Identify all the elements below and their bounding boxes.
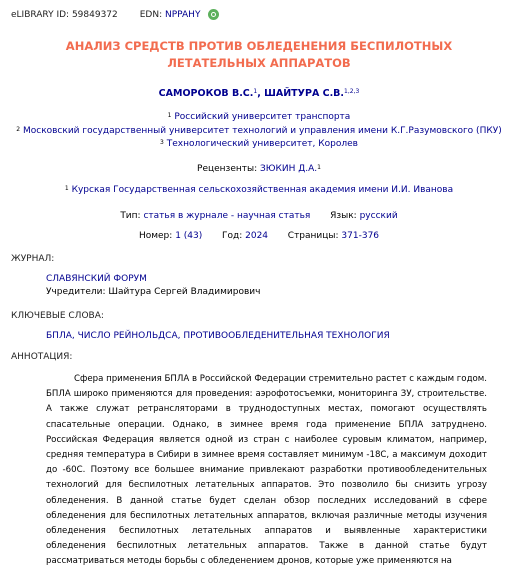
year-label: Год: [222,231,243,241]
founders-value: Шайтура Сергей Владимирович [108,287,261,297]
reviewer-affiliation [0,185,518,195]
affiliation-3-link[interactable]: Технологический университет, Королев [166,139,358,149]
aff-1-num: 1 [167,112,172,119]
meta-type-lang [0,211,518,221]
open-access-icon [208,9,219,20]
journal-founders [46,287,260,297]
elibrary-id: eLIBRARY ID: 59849372 [11,9,118,20]
pages-value: 371-376 [341,231,380,241]
year-value: 2024 [245,231,269,241]
reviewers [0,164,518,174]
lang-value: русский [359,211,398,221]
reviewers-label: Рецензенты: [197,164,258,174]
reviewer-link[interactable]: ЗЮКИН Д.А. [260,164,318,174]
issue-number-link[interactable]: 1 (43) [175,231,203,241]
affiliation-1 [0,112,518,122]
author-link-1[interactable]: САМОРОКОВ В.С. [158,88,254,99]
affiliation-2-link[interactable]: Московский государственный университет технологий и управления имени К.Г.Разумовского (ПКУ) [22,126,502,136]
reviewer-affiliation-link[interactable]: Курская Государственная сельскохозяйственная академия имени И.И. Иванова [71,185,454,195]
header-bar [11,9,219,20]
type-label: Тип: [120,211,141,221]
reviewer-sup: 1 [317,164,321,171]
rev-aff-num: 1 [64,185,69,192]
aff-2-num: 2 [16,126,21,133]
meta-number-year-pages [0,231,518,241]
keywords-section-label: КЛЮЧЕВЫЕ СЛОВА: [11,311,104,321]
founders-label: Учредители: [46,287,106,297]
pages-label: Страницы: [287,231,339,241]
affiliation-2 [0,126,518,136]
annotation-section-label: АННОТАЦИЯ: [11,352,73,362]
type-value: статья в журнале - научная статья [143,211,311,221]
keywords-link[interactable]: БПЛА, ЧИСЛО РЕЙНОЛЬДСА, ПРОТИВООБЛЕДЕНИТЕЛЬНАЯ ТЕХНОЛОГИЯ [46,331,390,341]
author-2-sup: 1,2,3 [344,88,360,95]
affiliation-3 [0,139,518,149]
journal-section-label: ЖУРНАЛ: [11,254,55,264]
authors: САМОРОКОВ В.С.$^1$, ШАЙТУРА С.В.$^{1,2,3}$ [158,88,360,99]
author-link-2[interactable]: ШАЙТУРА С.В. [264,88,345,99]
affiliation-1-link[interactable]: Российский университет транспорта [174,112,351,122]
edn-label: EDN: [139,9,163,20]
journal-link[interactable]: СЛАВЯНСКИЙ ФОРУМ [46,274,147,284]
number-label: Номер: [138,231,173,241]
author-1-sup: 1 [253,88,258,95]
aff-3-num: 3 [160,139,164,146]
edn-link[interactable]: NPPAHY [165,9,201,20]
lang-label: Язык: [330,211,357,221]
annotation-text: Сфера применения БПЛА в Российской Федерации стремительно растет с каждым годом. БПЛА широко применяются для проведения: аэрофотосъемки, мониторинга ЗУ, строительстве. А также служат ретрансляторами в труднодоступных местах, помогают осуществлять спасательные операции. Однако, в зимнее время года применение БПЛА затруднено. Российская Федерация является одной из стран с наиболее суровым климатом, например, средняя температура в Сибири в зимнее время составляет минимум -18С, а максимум доходит до -60С. Поэтому все большее внимание привлекают разработки противообледенительных технологий для беспилотных летательных аппаратов. Это позволило бы снизить угрозу обледенения. В данной статье будет сделан обзор последних исследований в сфере обледенения для беспилотных летательных аппаратов, включая различные методы изучения обледенения беспилотных летательных аппаратов и выявленные характеристики обледенения беспилотных летательных аппаратов. Также в данной статье будут рассматриваться методы борьбы с обледенением дронов, которые уже применяются на [46,374,487,567]
article-title: АНАЛИЗ СРЕДСТВ ПРОТИВ ОБЛЕДЕНЕНИЯ БЕСПИЛОТНЫХ ЛЕТАТЕЛЬНЫХ АППАРАТОВ [65,39,453,70]
